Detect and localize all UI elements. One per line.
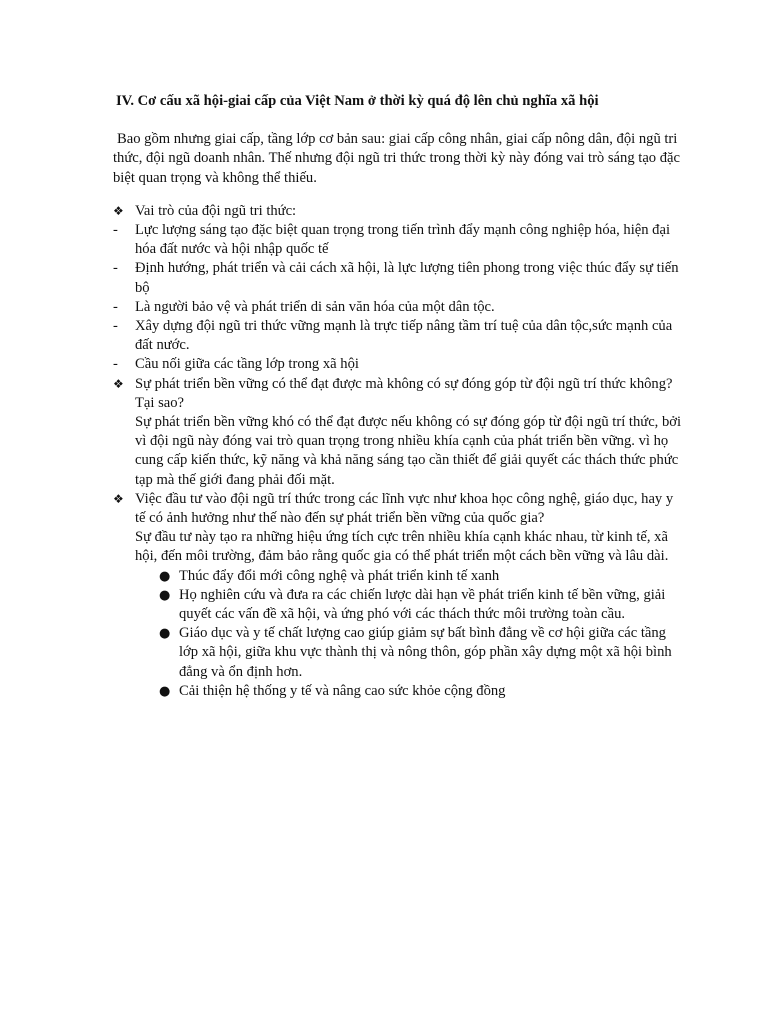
sub-bullet-list (157, 567, 683, 701)
item-text: Lực lượng sáng tạo đặc biệt quan trọng trong tiến trình đẩy mạnh công nghiệp hóa, hiện đại hóa đất nước và hội nhập quốc tế (135, 222, 670, 258)
list-item (113, 298, 683, 317)
sub-list-item (157, 567, 683, 586)
sub-list-item (157, 624, 683, 682)
dash-bullet: - (113, 222, 118, 239)
item-text: Cầu nối giữa các tầng lớp trong xã hội (135, 356, 359, 373)
sub-item-text: Cải thiện hệ thống y tế và nâng cao sức khỏe cộng đồng (179, 682, 506, 699)
sub-item-text: Thúc đẩy đổi mới công nghệ và phát triển kinh tế xanh (179, 567, 500, 584)
round-bullet-icon: ● (159, 626, 171, 642)
intro-paragraph (113, 130, 683, 188)
item-text: Định hướng, phát triển và cải cách xã hội, là lực lượng tiên phong trong việc thúc đẩy sự tiến bộ (135, 260, 679, 296)
item-text: Sự đầu tư này tạo ra những hiệu ứng tích cực trên nhiều khía cạnh khác nhau, từ kinh tế, xã hội, đến môi trường, đảm bảo rằng quốc gia có thể phát triển một cách bền vững và lâu dài. (135, 529, 669, 565)
section-heading: IV. Cơ cấu xã hội-giai cấp của Việt Nam ở thời kỳ quá độ lên chủ nghĩa xã hội (116, 93, 599, 109)
answer-paragraph (113, 413, 683, 490)
item-text: Sự phát triển bền vững khó có thể đạt được nếu không có sự đóng góp từ đội ngũ trí thức, bởi vì đội ngũ này đóng vai trò quan trọng trong nhiều khía cạnh của phát triển bền vững. vì họ cung cấp kiến thức, kỹ năng và khả năng sáng tạo cần thiết để giải quyết các thách thức phức tạp mà thế giới đang phải đối mặt. (135, 414, 682, 488)
sub-list-item (157, 682, 683, 701)
sub-list-item (157, 586, 683, 624)
item-text: Xây dựng đội ngũ tri thức vững mạnh là trực tiếp nâng tầm trí tuệ của dân tộc,sức mạnh của đất nước. (135, 318, 673, 354)
answer-paragraph (113, 528, 683, 566)
item-text: Vai trò của đội ngũ tri thức: (135, 202, 297, 219)
item-text: Là người bảo vệ và phát triển di sản văn hóa của một dân tộc. (135, 298, 495, 315)
diamond-bullet-icon: ❖ (113, 491, 124, 506)
dash-bullet: - (113, 356, 118, 373)
sub-item-text: Giáo dục và y tế chất lượng cao giúp giảm sự bất bình đẳng về cơ hội giữa các tầng lớp xã hội, giữa khu vực thành thị và nông thôn, góp phần xây dựng một xã hội bình đẳng và ổn định hơn. (179, 625, 672, 680)
diamond-bullet-icon: ❖ (113, 203, 124, 218)
diamond-bullet-icon: ❖ (113, 376, 124, 391)
item-text: Việc đầu tư vào đội ngũ trí thức trong các lĩnh vực như khoa học công nghệ, giáo dục, hay y tế có ảnh hưởng như thế nào đến sự phát triển bền vững của quốc gia? (135, 490, 674, 527)
list-item (113, 375, 683, 413)
intro-line-1: Bao gồm nhưng giai cấp, tầng lớp cơ bản sau: giai cấp công nhân, giai cấp nông dân, đội (117, 131, 636, 148)
dash-bullet: - (113, 318, 118, 335)
round-bullet-icon: ● (159, 568, 171, 584)
list-item (113, 317, 683, 355)
main-list (113, 202, 683, 567)
dash-bullet: - (113, 298, 118, 315)
item-text: Sự phát triển bền vững có thể đạt được mà không có sự đóng góp từ đội ngũ trí thức không? Tại sao? (135, 375, 673, 411)
list-item (113, 259, 683, 297)
round-bullet-icon: ● (159, 683, 171, 699)
list-item (113, 202, 683, 221)
document-page (113, 92, 683, 701)
list-item (113, 221, 683, 259)
round-bullet-icon: ● (159, 587, 171, 603)
sub-item-text: Họ nghiên cứu và đưa ra các chiến lược dài hạn về phát triển kinh tế bền vững, giải quyết các vấn đề xã hội, và ứng phó với các thách thức môi trường toàn cầu. (179, 586, 666, 623)
intro-rest: ngũ tri thức, đội ngũ doanh nhân. Thế nhưng đội ngũ tri thức trong thời kỳ này đóng vai trò sáng tạo đặc biệt quan trọng và không thể thiếu. (113, 131, 680, 186)
list-item (113, 355, 683, 374)
dash-bullet: - (113, 260, 118, 277)
list-item (113, 490, 683, 528)
